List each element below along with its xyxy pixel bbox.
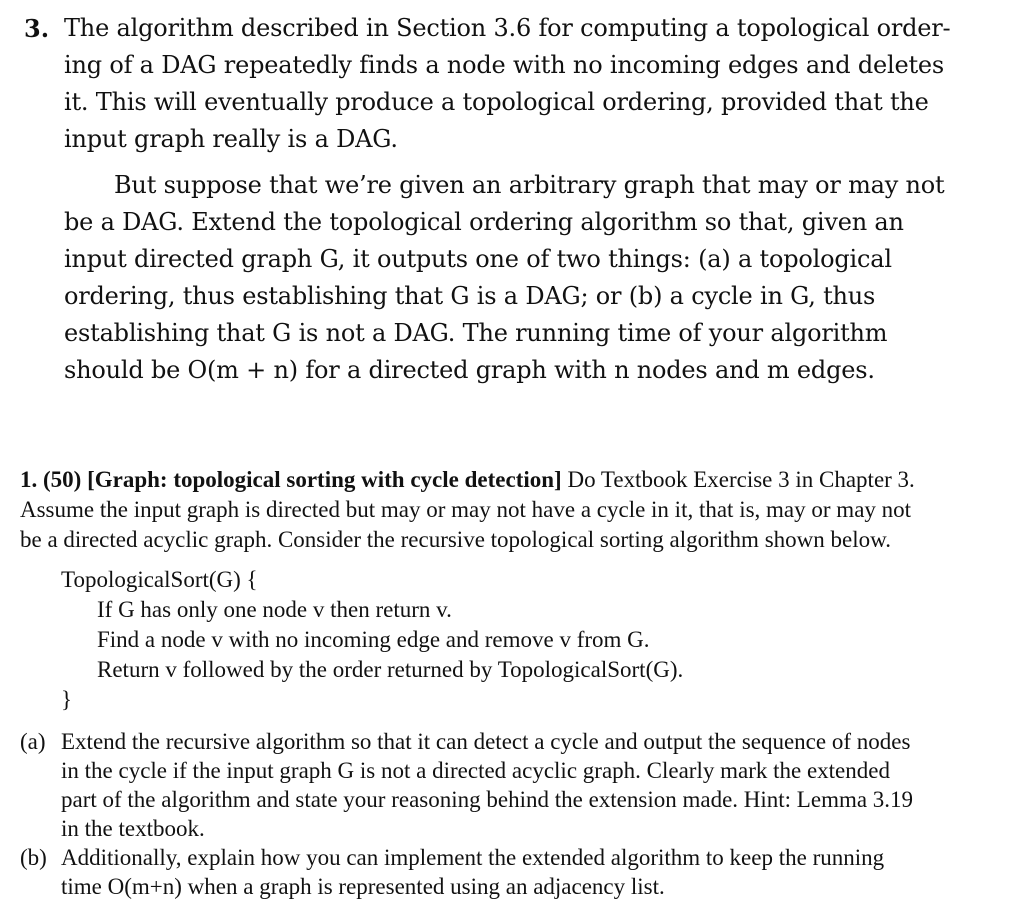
exercise-line: ing of a DAG repeatedly finds a node with no incoming edges and deletes — [64, 51, 945, 79]
part-b-label: (b) — [20, 845, 47, 870]
problem-line: Assume the input graph is directed but may or may not have a cycle in it, that is, may or may not — [20, 497, 912, 522]
problem-line: be a directed acyclic graph. Consider the recursive topological sorting algorithm shown below. — [20, 527, 891, 552]
part-a-line: in the textbook. — [61, 816, 205, 841]
exercise-line: should be O(m + n) for a directed graph with n nodes and m edges. — [64, 356, 875, 384]
problem-heading-bold: 1. (50) [Graph: topological sorting with cycle detection] — [20, 467, 562, 492]
exercise-line: it. This will eventually produce a topological ordering, provided that the — [64, 88, 929, 116]
code-line: If G has only one node v then return v. — [97, 597, 452, 622]
exercise-line: input directed graph G, it outputs one of two things: (a) a topological — [64, 245, 892, 273]
code-line: Find a node v with no incoming edge and remove v from G. — [97, 627, 650, 652]
exercise-line: But suppose that we’re given an arbitrary graph that may or may not — [114, 171, 945, 199]
part-a-line: part of the algorithm and state your reasoning behind the extension made. Hint: Lemma 3.19 — [61, 787, 914, 812]
part-b-line: Additionally, explain how you can implement the extended algorithm to keep the running — [61, 845, 885, 870]
textbook-exercise — [0, 0, 1024, 400]
problem-heading — [20, 467, 915, 493]
code-open: TopologicalSort(G) { — [61, 567, 258, 592]
part-a-line: Extend the recursive algorithm so that it can detect a cycle and output the sequence of nodes — [61, 729, 911, 754]
code-line: Return v followed by the order returned by TopologicalSort(G). — [97, 657, 684, 682]
part-a-line: in the cycle if the input graph G is not a directed acyclic graph. Clearly mark the extended — [61, 758, 890, 783]
exercise-line: establishing that G is not a DAG. The running time of your algorithm — [64, 319, 888, 347]
problem-heading-rest: Do Textbook Exercise 3 in Chapter 3. — [561, 467, 915, 492]
exercise-number: 3. — [24, 14, 50, 43]
exercise-line: input graph really is a DAG. — [64, 125, 398, 153]
code-close: } — [61, 687, 73, 712]
part-a-label: (a) — [20, 729, 46, 754]
part-b-line: time O(m+n) when a graph is represented using an adjacency list. — [61, 874, 665, 899]
exercise-line: ordering, thus establishing that G is a DAG; or (b) a cycle in G, thus — [64, 282, 876, 310]
exercise-line: The algorithm described in Section 3.6 for computing a topological order- — [64, 14, 951, 42]
exercise-line: be a DAG. Extend the topological ordering algorithm so that, given an — [64, 208, 904, 236]
